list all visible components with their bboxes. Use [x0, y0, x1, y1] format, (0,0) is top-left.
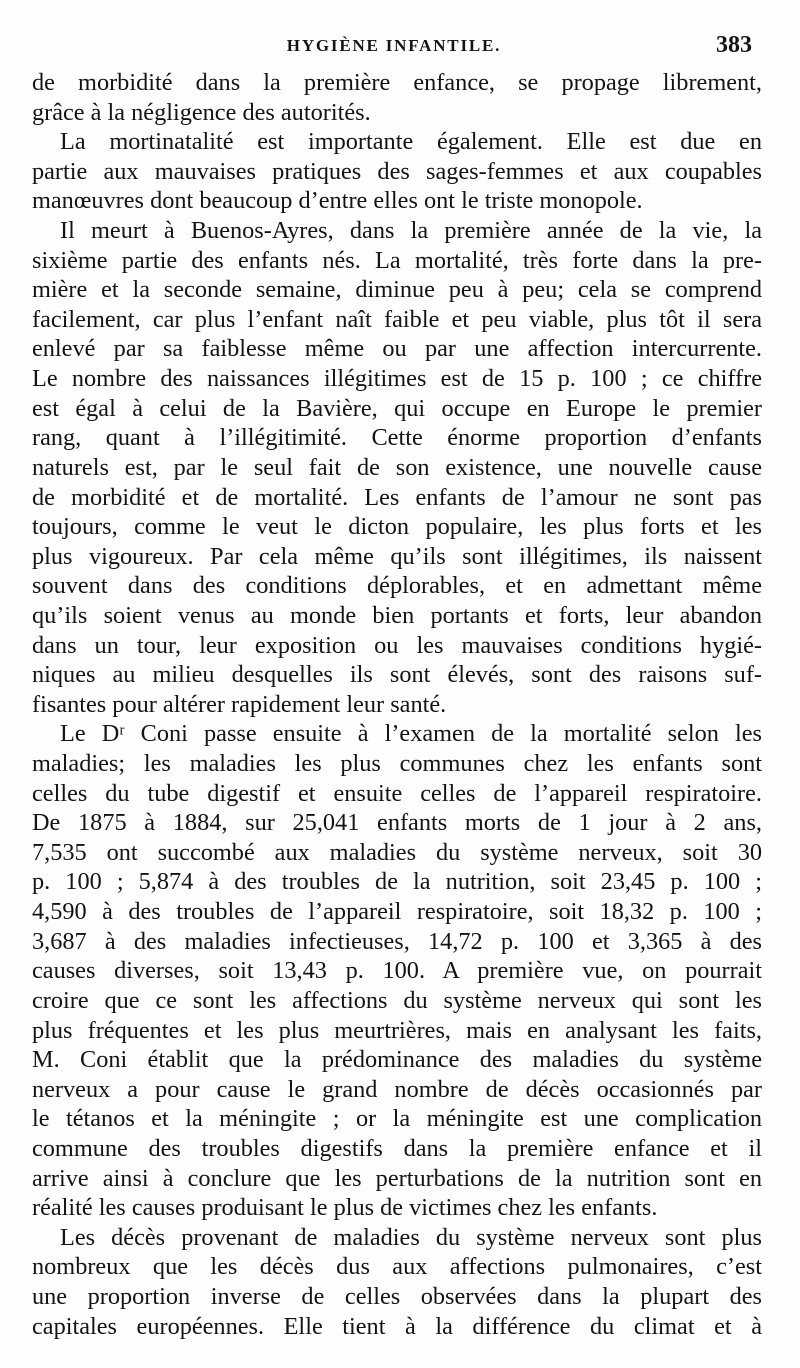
text-line: qu’ils soient venus au monde bien portants et forts, leur abandon — [32, 601, 762, 629]
text-line: Le nombre des naissances illégitimes est de 15 p. 100 ; ce chiffre — [32, 365, 762, 393]
text-line: Il meurt à Buenos-Ayres, dans la première année de la vie, la — [60, 217, 762, 245]
text-line: niques au milieu desquelles ils sont élevés, sont des raisons suf- — [32, 661, 762, 689]
text-line: 7,535 ont succombé aux maladies du système nerveux, soit 30 — [32, 838, 762, 866]
text-line: manœuvres dont beaucoup d’entre elles ont le triste monopole. — [32, 187, 643, 215]
text-line: fisantes pour altérer rapidement leur santé. — [32, 690, 447, 718]
text-line: p. 100 ; 5,874 à des troubles de la nutrition, soit 23,45 p. 100 ; — [32, 868, 762, 896]
text-line: nombreux que les décès dus aux affections pulmonaires, c’est — [32, 1253, 762, 1281]
text-line: commune des troubles digestifs dans la première enfance et il — [32, 1134, 762, 1162]
text-line: De 1875 à 1884, sur 25,041 enfants morts de 1 jour à 2 ans, — [32, 809, 762, 837]
text-line: mière et la seconde semaine, diminue peu à peu; cela se comprend — [32, 276, 762, 304]
text-line: grâce à la négligence des autorités. — [32, 98, 371, 126]
page-number: 383 — [716, 32, 752, 58]
text-line: capitales européennes. Elle tient à la différence du climat et à — [32, 1312, 762, 1340]
text-line: dans un tour, leur exposition ou les mauvaises conditions hygié- — [32, 631, 762, 659]
text-line: rang, quant à l’illégitimité. Cette énorme proportion d’enfants — [32, 424, 762, 452]
text-line: La mortinatalité est importante également. Elle est due en — [60, 128, 762, 156]
body-text — [32, 68, 762, 1341]
text-line: de morbidité et de mortalité. Les enfants de l’amour ne sont pas — [32, 483, 762, 511]
text-line: réalité les causes produisant le plus de victimes chez les enfants. — [32, 1194, 658, 1222]
running-head — [36, 32, 752, 62]
text-line: arrive ainsi à conclure que les perturbations de la nutrition sont en — [32, 1164, 762, 1192]
running-title: HYGIÈNE INFANTILE. — [286, 36, 502, 55]
text-line: naturels est, par le seul fait de son existence, une nouvelle cause — [32, 453, 762, 481]
text-line: 4,590 à des troubles de l’appareil respiratoire, soit 18,32 p. 100 ; — [32, 898, 762, 926]
text-line: Les décès provenant de maladies du système nerveux sont plus — [60, 1223, 762, 1251]
text-line: souvent dans des conditions déplorables, et en admettant même — [32, 572, 762, 600]
text-line: plus fréquentes et les plus meurtrières, mais en analysant les faits, — [32, 1016, 762, 1044]
text-line: maladies; les maladies les plus communes chez les enfants sont — [32, 750, 762, 778]
text-line: est égal à celui de la Bavière, qui occupe en Europe le premier — [32, 394, 762, 422]
text-line: partie aux mauvaises pratiques des sages-femmes et aux coupables — [32, 157, 762, 185]
text-line: nerveux a pour cause le grand nombre de décès occasionnés par — [32, 1075, 762, 1103]
text-line: toujours, comme le veut le dicton populaire, les plus forts et les — [32, 513, 762, 541]
text-line: sixième partie des enfants nés. La mortalité, très forte dans la pre- — [32, 246, 762, 274]
text-line: facilement, car plus l’enfant naît faible et peu viable, plus tôt il sera — [32, 305, 762, 333]
text-line: croire que ce sont les affections du système nerveux qui sont les — [32, 986, 762, 1014]
text-line: enlevé par sa faiblesse même ou par une affection intercurrente. — [32, 335, 762, 363]
text-line: plus vigoureux. Par cela même qu’ils sont illégitimes, ils naissent — [32, 542, 762, 570]
text-line: Le Dʳ Coni passe ensuite à l’examen de la mortalité selon les — [60, 720, 762, 748]
text-line: de morbidité dans la première enfance, se propage librement, — [32, 69, 762, 96]
text-line: M. Coni établit que la prédominance des maladies du système — [32, 1046, 762, 1074]
text-line: le tétanos et la méningite ; or la méningite est une complication — [32, 1105, 762, 1133]
text-line: celles du tube digestif et ensuite celles de l’appareil respiratoire. — [32, 779, 762, 807]
text-line: causes diverses, soit 13,43 p. 100. A première vue, on pourrait — [32, 957, 762, 985]
text-line: une proportion inverse de celles observées dans la plupart des — [32, 1282, 762, 1310]
text-line: 3,687 à des maladies infectieuses, 14,72 p. 100 et 3,365 à des — [32, 927, 762, 955]
